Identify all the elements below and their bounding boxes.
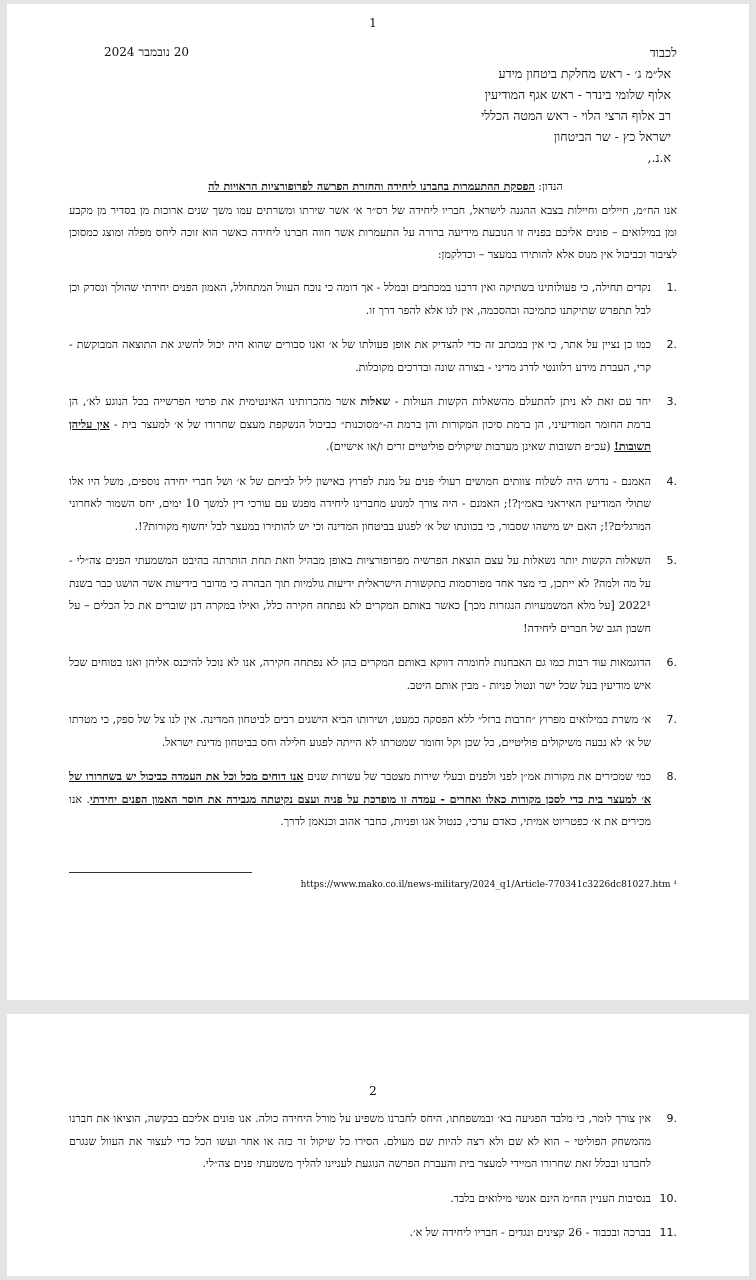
recipient-line: אלוף שלומי בינדר - ראש אגף המודיעין <box>484 87 671 102</box>
item-text-bold-underline: אנו דוחים מכל וכל את העמדה כביכול יש בשחרורו של א׳ למעצר בית כדי לסכן מקורות כאלו ואחרים - עמדה זו מופרכת על פניה ועצם נקיטתה מגבירה את חוסר האמון הפנים יחידתי <box>69 770 651 806</box>
subject-text: הפסקת ההתעמרות בחברנו ליחידה והחזרת הפרשה לפרופורציות הראויות לה <box>208 180 535 193</box>
item-number: .5 <box>666 554 677 567</box>
subject-label: הנדון: <box>534 180 563 193</box>
item-number: .2 <box>666 338 677 351</box>
letter-header <box>69 42 677 168</box>
item-number: .6 <box>666 656 677 669</box>
item-text: השאלות הקשות יותר נשאלות על עצם הוצאת הפרשיה מפרופורציות באופן מבהיל וזאת תחת הותרתה בהיבט המשמעתי הפנים צה״לי - על מה ולמה? לא ייתכן, כי מצד אחד מפורסמות בתקשורת הישראלית ידיעות גולמיות תוך הבהרה כי מדובר בידיעות אשר הושגו כבר בשנת 2022¹ [על מלא המשמעויות הנגזרות מכך] כאשר באותם המקרים לא נפתחה חקירה כלל, ואילו במקרה דנן שוברים את כל הכלים – על חשבון הגב של חברים ליחידה! <box>69 554 651 635</box>
document-page-1 <box>7 4 749 1000</box>
item-text-part: (עכ״פ תשובות שאינן מערבות שיקולים פוליטיים זרים ו/או אישיים). <box>325 440 615 453</box>
item-number: .3 <box>666 395 677 408</box>
item-text: נקדים תחילה, כי פעולותינו בשתיקה ואין דרכנו במכתבים ובמלל - אך דומה כי נוכח העוול המתחולל, האמון הפנים יחידתי שהולך ונסדק וכן לבל תתפרש שתיקתנו כתמיכה וכהסכמה, אין לנו אלא להפר דרך זו. <box>69 281 651 317</box>
footnote-separator <box>69 872 252 873</box>
item-text-part: אשר מהכרותינו האינטימית את פרטי הפרשייה בכל הנוגע לא׳, הן ברמת החומר המודיעיני, הן ברמת סיכון המקורות והן ברמת ה-״מסוכנות״ כביכול הנשקפת מעצם שחרורו של א׳ למעצר בית - <box>69 395 651 431</box>
document-page-2 <box>7 1014 749 1276</box>
item-text-part: יחד עם זאת לא ניתן להתעלם מהשאלות הקשות העולות - <box>390 395 651 408</box>
numbered-item <box>69 277 677 322</box>
intro-paragraph: אנו הח״מ, חיילים וחיילות בצבא ההגנה לישראל, חבריו ליחידה של רס״ר א׳ אשר שירתו ומשרתים עמו משך שנים ארוכות מן בסדיר מן מקבע ומן במילואים – פונים אליכם בפניה זו הנובעת מידיעה ברורה על התעמרות אשר חווה חברנו ליחידה כאשר הוא זוכה ליחס מפלה ומוצג כמסוכן לציבור וכביכול אין מנוס אלא להותירו במעצר – וכדלקמן: <box>69 204 677 261</box>
numbered-item <box>69 709 677 754</box>
numbered-item <box>69 1108 677 1176</box>
recipient-line: א.נ., <box>647 150 671 165</box>
item-text-part: כמי שמכירים את מקורות אמ״ן לפני ולפנים ובעלי שירות מצטבר של עשרות שנים <box>303 770 651 783</box>
numbered-item <box>69 1222 677 1245</box>
numbered-item <box>69 550 677 640</box>
item-text <box>69 766 651 834</box>
item-text-part: . אנו מכירים את א׳ כפטריוט אמיתי, כאדם ערכי, כנטול אגו ופניות, כחבר אהוב וכנאמן לדרך. <box>69 792 651 828</box>
item-text: האמנם - נדרש היה לשלוח צוותים חמושים רעולי פנים על מנת לפרוץ באישון ליל לביתם של א׳ ושל חברי יחידה נוספים, משל היו אלו שתולי המודיעין האיראני באמ״ן?!; האמנם - היה צורך למנוע מחברינו ליחידה מפגש עם עורכי דין למשך 10 ימים, יחס השמור לאחרוני המרגלים?!; האם יש מישהו שסבור, כי בכוונתו של א׳ לפגוע בביטחון המדינה וכי יש להותירו במעצר לבל יחשוף מקורות?!. <box>69 474 651 533</box>
recipient-line: רב אלוף הרצי הלוי - ראש המטה הכללי <box>481 108 671 123</box>
item-number: .1 <box>666 281 677 294</box>
item-text-bold-underline: אין עליהן תשובות! <box>69 417 651 453</box>
subject-line <box>69 180 677 193</box>
recipient-line: ישראל כץ - שר הביטחון <box>553 129 671 144</box>
item-text: אין צורך לומר, כי מלבד הפגיעה בא׳ ובמשפחתו, היחס לחברנו משפיע על מורל היחידה כולה. אנו פונים אליכם בבקשה, הוציאו את חברנו מהמשחק הפוליטי – הוא לא שם ולא רצה להיות שם מעולם. הסירו כל שיקול זר כזה או אחר ועשו הכל כדי לעצור את העוול שנגרם לחברנו ובכלל זאת שחרורו המיידי למעצר בית והעברת הפרשה הנוגעת לעניינו להליך משמעתי פנים צה״לי. <box>69 1112 651 1170</box>
page-number: 2 <box>369 1084 377 1098</box>
salutation: לכבוד <box>649 45 677 60</box>
item-number: .8 <box>666 770 677 783</box>
item-text <box>69 391 651 459</box>
numbered-item <box>69 766 677 834</box>
item-number: .4 <box>666 474 677 488</box>
letter-date: 20 נובמבר 2024 <box>104 45 190 59</box>
item-text: בנסיבות העניין הח״מ הינם אנשי מילואים בלבד. <box>450 1191 651 1205</box>
numbered-item <box>69 1188 677 1211</box>
item-text: בברכה ובכבוד - 26 קצינים ונגדים - חבריו ליחידה של א׳. <box>409 1226 651 1239</box>
recipient-line: אל״מ ג׳ - ראש מחלקת ביטחון מידע <box>498 66 671 81</box>
item-number: .10 <box>659 1191 677 1205</box>
numbered-item <box>69 391 677 459</box>
footnote: https://www.mako.co.il/news-military/2024_q1/Article-770341c3226dc81027.htm ¹ <box>300 879 677 890</box>
item-number: .9 <box>666 1112 677 1125</box>
item-text-bold: שאלות <box>360 395 390 408</box>
item-text: א׳ משרת במילואים מפרוץ ״חרבות ברזל״ ללא הפסקה כמעט, ושירותו הביא הישגים רבים לביטחון המדינה. אין לנו צל של ספק, כי מטרתו של א׳ לא נבעה משיקולים פוליטיים, כל שכן וקל וחומר שמטרתו לא הייתה לפגוע חלילה וחס בביטחון מדינת ישראל. <box>69 713 651 749</box>
numbered-item <box>69 334 677 379</box>
item-text: כמו כן נציין על אתר, כי אין במכתב זה כדי להצדיק את אופן פעולתו של א׳ ואנו סבורים שהוא היה יכול להשיג את התוצאה המבוקשת - קרי, העברת מידע רלוונטי לדרג מדיני - בצורה שונה ובדרכים מקובלות. <box>69 338 651 374</box>
page-number: 1 <box>369 16 377 30</box>
numbered-item <box>69 652 677 697</box>
item-number: .11 <box>659 1226 677 1239</box>
item-number: .7 <box>666 713 677 726</box>
numbered-item <box>69 471 677 539</box>
item-text: הדוגמאות עוד רבות כמו גם האבחנות לחומרה דווקא באותם המקרים בהן לא נפתחה חקירה, אנו לא נוכל להיכנס אליהן ואנו בטוחים שכל איש מודיעין בעל שכל ישר ונטול פניות - מבין אותם היטב. <box>69 656 651 692</box>
